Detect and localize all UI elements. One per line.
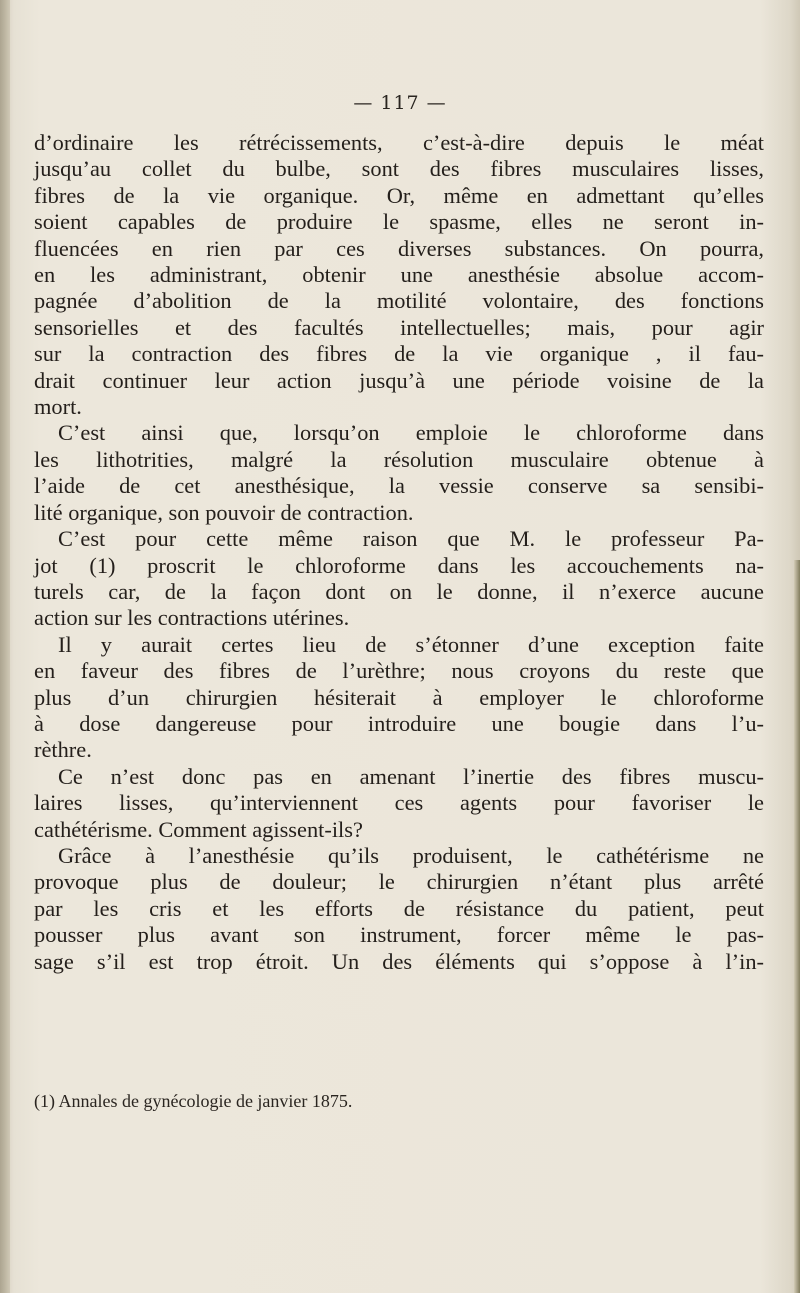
text-line: pagnée d’abolition de la motilité volontaire, des fonctions [34, 288, 764, 314]
text-line: laires lisses, qu’interviennent ces agents pour favoriser le [34, 790, 764, 816]
paragraph [34, 130, 764, 420]
text-line: fluencées en rien par ces diverses substances. On pourra, [34, 235, 764, 261]
paragraph [34, 526, 764, 632]
text-line: sensorielles et des facultés intellectuelles; mais, pour agir [34, 314, 764, 340]
text-line: fibres de la vie organique. Or, même en admettant qu’elles [34, 182, 764, 208]
text-line: par les cris et les efforts de résistance du patient, peut [34, 895, 764, 921]
text-line: en les administrant, obtenir une anesthésie absolue accom- [34, 262, 764, 288]
text-line: provoque plus de douleur; le chirurgien n’étant plus arrêté [34, 869, 764, 895]
text-line: plus d’un chirurgien hésiterait à employer le chloroforme [34, 684, 764, 710]
text-line: les lithotrities, malgré la résolution musculaire obtenue à [34, 446, 764, 472]
paragraph [34, 632, 764, 764]
body-text [34, 130, 764, 975]
page-number: — 117 — [353, 92, 447, 114]
text-line: cathétérisme. Comment agissent-ils? [34, 816, 363, 842]
text-line: pousser plus avant son instrument, forcer même le pas- [34, 922, 764, 948]
text-line: sur la contraction des fibres de la vie organique , il fau- [34, 341, 764, 367]
text-line: mort. [34, 394, 82, 420]
text-line: Ce n’est donc pas en amenant l’inertie des fibres muscu- [58, 763, 764, 789]
text-line: sage s’il est trop étroit. Un des éléments qui s’oppose à l’in- [34, 948, 764, 974]
text-line: turels car, de la façon dont on le donne, il n’exerce aucune [34, 578, 764, 604]
text-line: action sur les contractions utérines. [34, 605, 350, 631]
text-line: Grâce à l’anesthésie qu’ils produisent, le cathétérisme ne [58, 842, 764, 868]
text-line: jot (1) proscrit le chloroforme dans les accouchements na- [34, 552, 764, 578]
paragraph [34, 764, 764, 843]
text-line: Il y aurait certes lieu de s’étonner d’une exception faite [58, 631, 764, 657]
footnote: (1) Annales de gynécologie de janvier 1875. [34, 1091, 353, 1111]
page-left-edge [0, 0, 10, 1293]
text-line: jusqu’au collet du bulbe, sont des fibres musculaires lisses, [34, 156, 764, 182]
text-line: en faveur des fibres de l’urèthre; nous croyons du reste que [34, 658, 764, 684]
page-right-edge [794, 560, 800, 1293]
text-line: lité organique, son pouvoir de contraction. [34, 499, 414, 525]
paragraph [34, 843, 764, 975]
text-line: C’est pour cette même raison que M. le professeur Pa- [58, 526, 764, 552]
text-line: à dose dangereuse pour introduire une bougie dans l’u- [34, 710, 764, 736]
text-line: soient capables de produire le spasme, elles ne seront in- [34, 209, 764, 235]
text-line: C’est ainsi que, lorsqu’on emploie le chloroforme dans [58, 420, 764, 446]
text-line: rèthre. [34, 737, 92, 763]
text-line: d’ordinaire les rétrécissements, c’est-à-dire depuis le méat [34, 130, 764, 155]
text-line: l’aide de cet anesthésique, la vessie conserve sa sensibi- [34, 473, 764, 499]
paragraph [34, 420, 764, 526]
text-line: drait continuer leur action jusqu’à une période voisine de la [34, 367, 764, 393]
